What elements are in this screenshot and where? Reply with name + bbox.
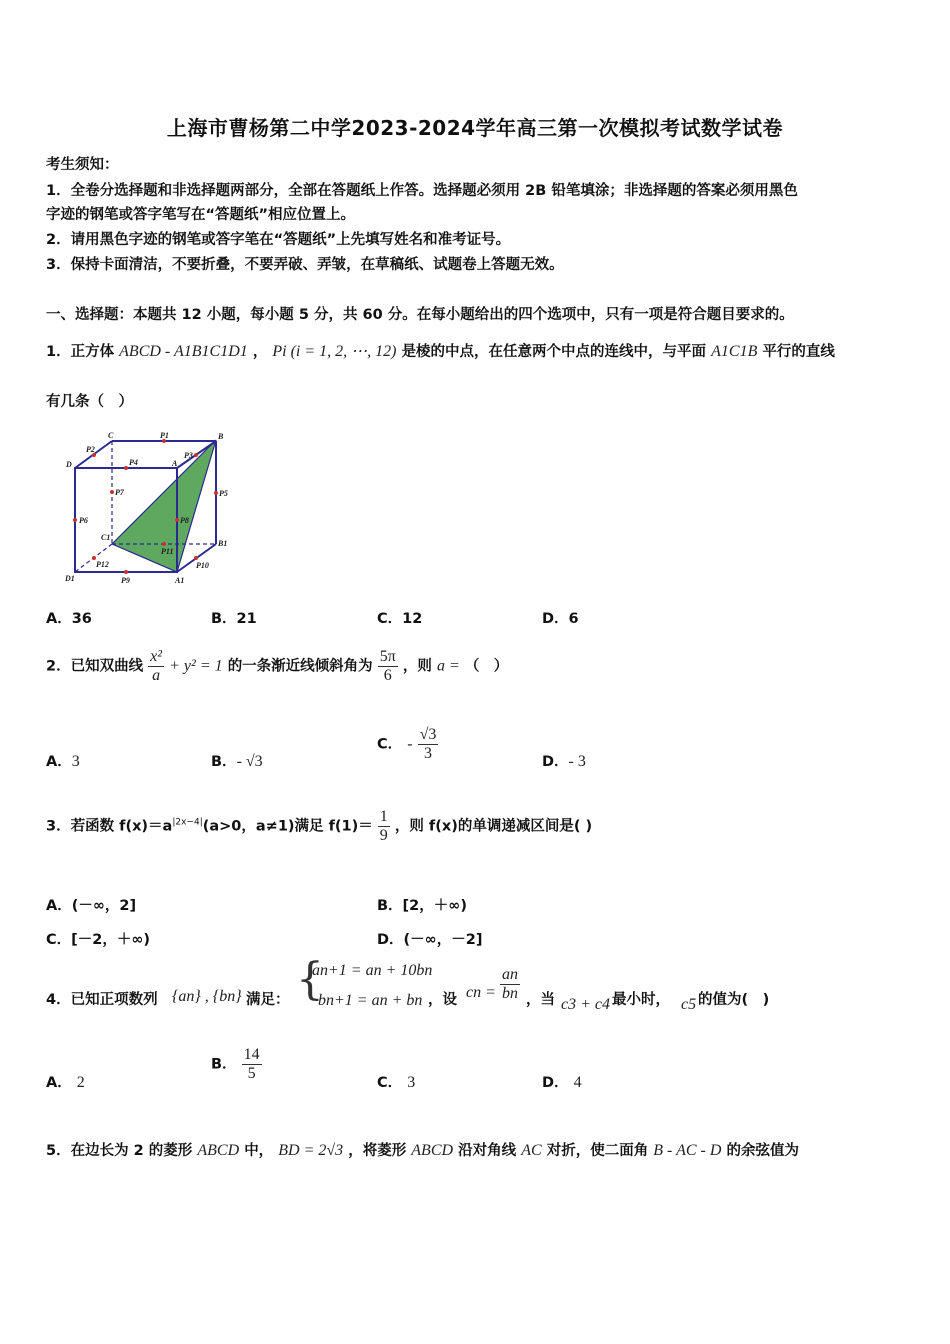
q1-option-b[interactable]: B．21	[211, 611, 257, 627]
q2-c-fraction	[418, 726, 439, 763]
label-B: B	[218, 432, 224, 441]
label-P6: P6	[79, 516, 88, 525]
q2-num: 2．已知双曲线	[46, 658, 144, 675]
q5-num: 5．在边长为 2 的菱形	[46, 1143, 193, 1159]
dot-p3	[194, 453, 198, 457]
q4-eq-1: an+1 = an + 10bn	[312, 962, 433, 979]
q3-line	[46, 808, 592, 845]
label-D1: D1	[65, 574, 75, 583]
dot-p11	[162, 542, 166, 546]
q4-b-den: 5	[247, 1065, 256, 1082]
q1-option-d[interactable]: D．6	[542, 611, 579, 627]
q1-num: 1．正方体	[46, 344, 115, 360]
label-D: D	[66, 460, 72, 469]
q4-a-value: 2	[76, 1074, 85, 1091]
label-P12: P12	[96, 560, 109, 569]
q3-frac-num: 1	[379, 808, 388, 825]
q4-minimal: 最小时，	[612, 992, 670, 1008]
label-P11: P11	[161, 547, 174, 556]
q2-mid: 的一条渐近线倾斜角为	[227, 658, 373, 675]
q3-option-a[interactable]: A．(－∞，2]	[46, 898, 137, 914]
q5-mid-4: 对折，使二面角	[546, 1143, 649, 1159]
q4-c-fraction	[500, 966, 520, 1003]
q5-rhombus-2: ABCD	[411, 1142, 454, 1159]
q2-d-label: D．	[542, 754, 569, 770]
q4-b-label: B．	[211, 1056, 237, 1073]
q3-text-1: 3．若函数 f(x)＝a	[46, 818, 173, 835]
q2-frac-den: a	[152, 667, 161, 684]
q2-tail-1: ，则	[402, 658, 432, 675]
q4-c-num: an	[502, 966, 518, 983]
notice-line-1a: 1．全卷分选择题和非选择题两部分，全部在答题纸上作答。选择题必须用 2B 铅笔填涂；非选择题的答案必须用黑色	[46, 183, 798, 199]
q4-d-value: 4	[573, 1074, 582, 1091]
label-P3: P3	[184, 451, 193, 460]
q4-option-c[interactable]	[377, 1071, 415, 1092]
dot-p8	[175, 518, 179, 522]
q4-c-fraction-wrap	[500, 966, 520, 1003]
label-P10: P10	[196, 561, 209, 570]
q2-option-d[interactable]	[542, 750, 586, 771]
q1-mid: 是棱的中点，在任意两个中点的连线中，与平面	[401, 344, 707, 360]
q2-frac-num: x²	[150, 648, 163, 665]
q1-line	[46, 340, 835, 361]
q4-eq-2: bn+1 = an + bn	[318, 992, 423, 1009]
label-A1: A1	[175, 576, 185, 585]
notice-line-3: 3．保持卡面清洁，不要折叠，不要弄破、弄皱，在草稿纸、试题卷上答题无效。	[46, 257, 564, 273]
q1-line-2: 有几条（ ）	[46, 394, 133, 410]
q4-c5: c5	[681, 996, 697, 1013]
dot-p6	[73, 518, 77, 522]
q3-fraction	[378, 808, 390, 845]
q4-c-value: 3	[407, 1074, 416, 1091]
q2-line	[46, 648, 508, 685]
q3-exponent: |2x−4|	[172, 817, 203, 828]
q2-var: a =	[436, 657, 460, 675]
q2-angle-den: 6	[383, 667, 392, 684]
label-P2: P2	[86, 445, 95, 454]
q2-a-value: 3	[71, 753, 80, 770]
q4-set: ，设	[428, 992, 457, 1008]
q3-text-2: (a>0，a≠1)满足 f(1)＝	[202, 818, 373, 835]
notice-heading: 考生须知：	[46, 157, 119, 173]
q2-eq-rest: + y² = 1	[169, 657, 223, 675]
label-B1: B1	[218, 539, 228, 548]
label-P8: P8	[180, 516, 189, 525]
q3-option-d[interactable]: D．(－∞，－2]	[377, 932, 483, 948]
q1-points: Pi (i = 1, 2, ⋯, 12)	[272, 343, 397, 360]
q4-tail: 的值为( )	[698, 992, 770, 1008]
q4-num: 4．已知正项数列	[46, 992, 158, 1008]
q4-option-a[interactable]	[46, 1071, 85, 1092]
label-A: A	[172, 459, 178, 468]
q1-option-a[interactable]: A．36	[46, 611, 92, 627]
q5-line	[46, 1139, 799, 1160]
q4-c-den: bn	[502, 985, 518, 1002]
q1-plane: A1C1B	[711, 343, 758, 360]
q4-satisfy: 满足：	[246, 992, 290, 1008]
q5-bd: BD = 2√3	[278, 1142, 344, 1159]
q3-option-c[interactable]: C．[－2，＋∞)	[46, 932, 151, 948]
label-P9: P9	[121, 576, 130, 585]
q1-comma: ，	[252, 344, 268, 360]
q4-sum: c3 + c4	[561, 996, 610, 1013]
notice-line-1b: 字迹的钢笔或答字笔写在“答题纸”相应位置上。	[46, 207, 356, 223]
q5-mid-1: 中，	[244, 1143, 274, 1159]
label-C1: C1	[101, 533, 111, 542]
dot-p7	[110, 490, 114, 494]
label-C: C	[108, 431, 114, 440]
q2-option-c[interactable]	[377, 726, 438, 763]
q2-tail-2: （ ）	[464, 658, 509, 675]
q2-angle	[378, 648, 398, 685]
q4-d-label: D．	[542, 1075, 569, 1091]
q2-c-den: 3	[424, 745, 432, 762]
label-P7: P7	[115, 488, 124, 497]
q4-option-b[interactable]	[211, 1046, 262, 1083]
q5-mid-2: ，将菱形	[348, 1143, 407, 1159]
q1-tail: 平行的直线	[762, 344, 835, 360]
notice-line-2: 2．请用黑色字迹的钢笔或答字笔在“答题纸”上先填写姓名和准考证号。	[46, 232, 511, 248]
dot-p10	[194, 556, 198, 560]
q2-c-num: √3	[419, 726, 437, 743]
q4-brace: {	[296, 954, 324, 1005]
dot-p9	[124, 570, 128, 574]
q2-c-label: C．	[377, 736, 403, 753]
cube-figure	[60, 428, 240, 588]
q4-option-d[interactable]	[542, 1071, 582, 1092]
label-P4: P4	[129, 458, 138, 467]
q2-c-sign: -	[407, 735, 413, 753]
q2-a-label: A．	[46, 754, 72, 770]
q3-frac-den: 9	[379, 827, 388, 844]
q1-option-c[interactable]: C．12	[377, 611, 423, 627]
dot-p5	[214, 491, 218, 495]
q2-option-a[interactable]	[46, 750, 80, 771]
q3-text-3: ，则 f(x)的单调递减区间是( )	[394, 818, 593, 835]
q2-d-value: - 3	[568, 753, 586, 770]
q4-a-label: A．	[46, 1075, 72, 1091]
q2-fraction	[148, 648, 164, 685]
q4-b-num: 14	[243, 1046, 260, 1063]
label-P5: P5	[219, 489, 228, 498]
q5-rhombus: ABCD	[197, 1142, 240, 1159]
q5-angle: B - AC - D	[653, 1142, 722, 1159]
q5-mid-3: 沿对角线	[458, 1143, 517, 1159]
q4-b-fraction	[242, 1046, 262, 1083]
q4-cn: cn =	[466, 984, 496, 1001]
page-title: 上海市曹杨第二中学2023-2024学年高三第一次模拟考试数学试卷	[166, 116, 784, 140]
q5-tail: 的余弦值为	[726, 1143, 799, 1159]
section-1-heading: 一、选择题：本题共 12 小题，每小题 5 分，共 60 分。在每小题给出的四个选项中，只有一项是符合题目要求的。	[46, 307, 794, 323]
q2-angle-num: 5π	[379, 648, 396, 665]
q4-sequences: {an} , {bn}	[172, 988, 242, 1005]
q5-diagonal: AC	[521, 1142, 542, 1159]
q2-b-value: - √3	[236, 753, 263, 770]
q1-cube: ABCD - A1B1C1D1	[119, 343, 248, 360]
dot-p4	[124, 466, 128, 470]
q4-c-label: C．	[377, 1075, 403, 1091]
q2-b-label: B．	[211, 754, 237, 770]
q2-option-b[interactable]	[211, 750, 263, 771]
label-P1: P1	[160, 431, 169, 440]
q4-when: ，当	[526, 992, 555, 1008]
q3-option-b[interactable]: B．[2，＋∞)	[377, 898, 467, 914]
